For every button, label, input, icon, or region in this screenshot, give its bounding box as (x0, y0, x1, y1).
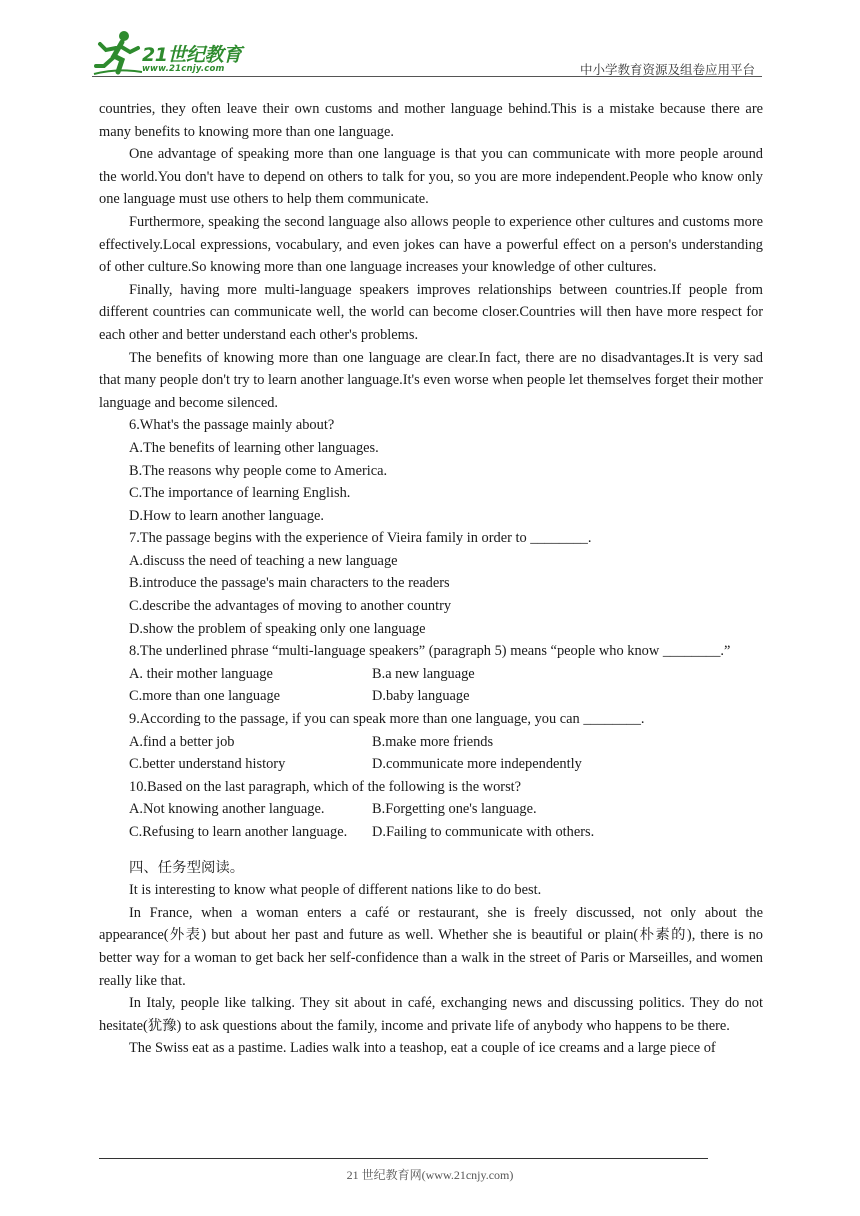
question-9-option: B.make more friends (372, 733, 494, 750)
logo-text: 21世纪教育 (142, 44, 242, 66)
question-10-option: B.Forgetting one's language. (372, 801, 537, 818)
passage-paragraph: Finally, having more multi-language speakers improves relationships between countries.If people from different countries can communicate well, the world can become closer.Countries will then have more respect for each other and better understand each other's problems. (99, 281, 763, 343)
question-6-option: D.How to learn another language. (129, 507, 325, 524)
question-7-option: A.discuss the need of teaching a new language (129, 552, 398, 569)
site-logo (92, 30, 262, 80)
passage-paragraph: countries, they often leave their own customs and mother language behind.This is a mistake because there are many benefits to knowing more than one language. (99, 101, 763, 140)
section-4-title: 四、任务型阅读。 (129, 859, 245, 876)
section-4-paragraph: In France, when a woman enters a café or restaurant, she is freely discussed, not only about the appearance(外表) but about her past and future as well. Whether she is beautiful or plain(朴素的), there is no better way for a woman to get back her self-confidence than a walk in the street of Paris or Marseilles, and women really like that. (99, 904, 763, 989)
question-9-stem: 9.According to the passage, if you can speak more than one language, you can ________. (129, 711, 645, 728)
question-6-stem: 6.What's the passage mainly about? (129, 417, 335, 434)
runner-logo-icon (92, 30, 144, 78)
page-footer: 21 世纪教育网(www.21cnjy.com) (346, 1168, 514, 1182)
question-7-option: D.show the problem of speaking only one language (129, 620, 426, 637)
question-8-options-row (99, 663, 763, 686)
question-7-option: C.describe the advantages of moving to another country (129, 598, 452, 615)
question-7-stem: 7.The passage begins with the experience of Vieira family in order to ________. (129, 530, 592, 547)
question-9-option: D.communicate more independently (372, 756, 582, 773)
question-8-options-row (99, 685, 763, 708)
footer-divider (99, 1158, 708, 1159)
document-body (99, 98, 763, 1060)
question-8-option: B.a new language (372, 665, 475, 682)
question-9-option: C.better understand history (129, 756, 286, 773)
section-4-paragraph: In Italy, people like talking. They sit about in café, exchanging news and discussing politics. They do not hesitate(犹豫) to ask questions about the family, income and private life of anybody who happens to be there. (99, 995, 763, 1034)
section-4-paragraph: It is interesting to know what people of different nations like to do best. (129, 882, 542, 899)
question-9-options-row (99, 731, 763, 754)
question-6-option: B.The reasons why people come to America. (129, 462, 388, 479)
question-6-option: A.The benefits of learning other languages. (129, 439, 379, 456)
question-10-options-row (99, 821, 763, 844)
question-10-options-row (99, 798, 763, 821)
header-divider (92, 76, 762, 77)
question-9-options-row (99, 753, 763, 776)
question-10-stem: 10.Based on the last paragraph, which of the following is the worst? (129, 778, 522, 795)
question-10-option: C.Refusing to learn another language. (129, 824, 348, 840)
passage-paragraph: The benefits of knowing more than one language are clear.In fact, there are no disadvantages.It is very sad that many people don't try to learn another language.It's even worse when people let themselves forget their mother language and become silenced. (99, 349, 763, 411)
question-9-option: A.find a better job (129, 733, 235, 750)
question-7-option: B.introduce the passage's main characters to the readers (129, 575, 450, 592)
passage-paragraph: Furthermore, speaking the second language also allows people to experience other cultures and customs more effectively.Local expressions, vocabulary, and even jokes can have a powerful effect on a person's understanding of other culture.So knowing more than one language increases your knowledge of other cultures. (99, 213, 763, 276)
passage-paragraph: One advantage of speaking more than one language is that you can communicate with more people around the world.You don't have to depend on others to talk for you, so you are more independent.People who know only one language must use others to help them communicate. (99, 146, 763, 208)
question-6-option: C.The importance of learning English. (129, 485, 351, 502)
section-4-paragraph: The Swiss eat as a pastime. Ladies walk into a teashop, eat a couple of ice creams and a large piece of (129, 1040, 716, 1057)
question-8-option: C.more than one language (129, 688, 281, 705)
question-8-stem: 8.The underlined phrase “multi-language speakers” (paragraph 5) means “people who know ________.” (129, 643, 731, 660)
page-header (0, 0, 860, 80)
question-10-option: D.Failing to communicate with others. (372, 824, 595, 840)
logo-url: www.21cnjy.com (142, 64, 225, 74)
question-8-option: A. their mother language (129, 665, 273, 682)
question-10-option: A.Not knowing another language. (129, 801, 325, 818)
question-8-option: D.baby language (372, 688, 470, 705)
platform-title: 中小学教育资源及组卷应用平台 (579, 63, 755, 77)
